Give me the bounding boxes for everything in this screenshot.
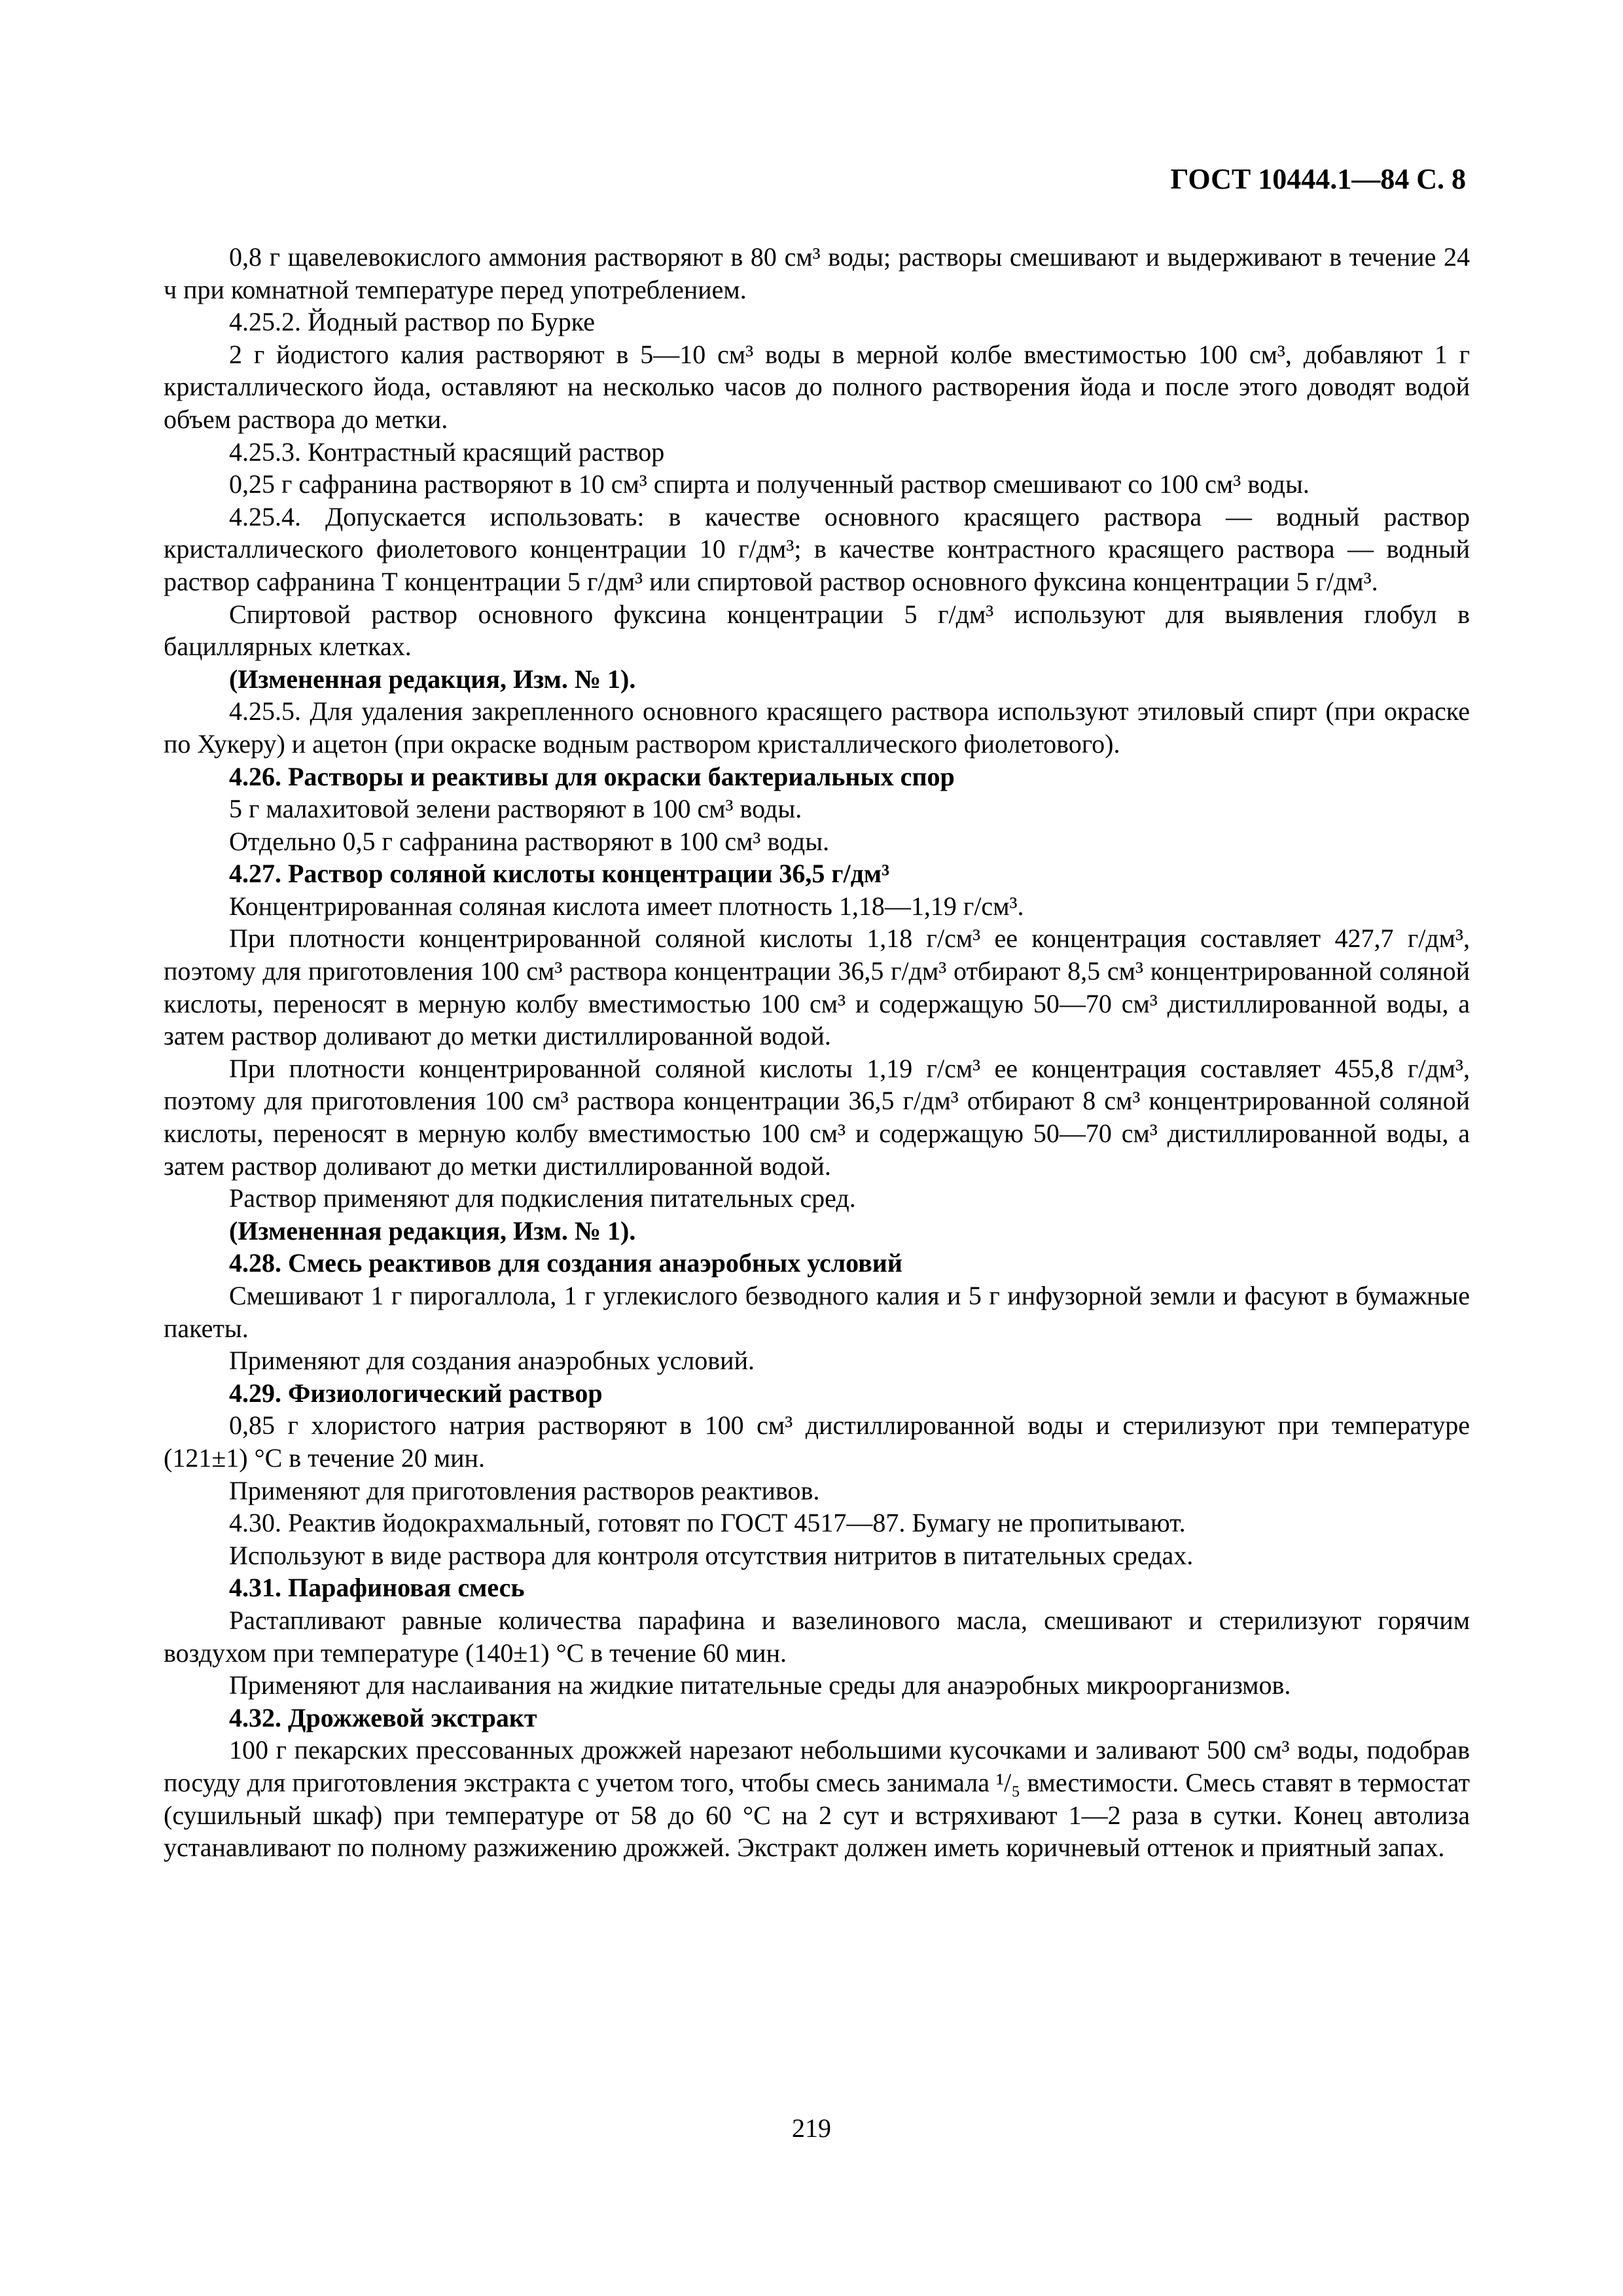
document-body: [164, 241, 1470, 1864]
body-paragraph: 4.25.5. Для удаления закрепленного основного красящего раствора используют этиловый спирт (при окраске по Хукеру) и ацетон (при окраске водным раствором кристаллического фиолетового).: [164, 696, 1470, 759]
body-paragraph: 4.30. Реактив йодокрахмальный, готовят по ГОСТ 4517—87. Бумагу не пропитывают.: [229, 1508, 1186, 1538]
body-paragraph: При плотности концентрированной соляной кислоты 1,18 г/см³ ее концентрация составляет 427,7 г/дм³, поэтому для приготовления 100 см³ раствора концентрации 36,5 г/дм³ отбирают 8,5 см³ концентрированной соляной кислоты, переносят в мерную колбу вместимостью 100 см³ и содержащую 50—70 см³ дистиллированной воды, а затем раствор доливают до метки дистиллированной водой.: [164, 924, 1470, 1051]
body-paragraph: Растапливают равные количества парафина и вазелинового масла, смешивают и стерилизуют горячим воздухом при температуре (140±1) °С в течение 60 мин.: [164, 1605, 1470, 1668]
section-heading: (Измененная редакция, Изм. № 1).: [229, 1215, 636, 1246]
section-heading: 4.27. Раствор соляной кислоты концентрации 36,5 г/дм³: [229, 859, 890, 889]
body-paragraph: Применяют для создания анаэробных условий.: [229, 1346, 755, 1376]
body-paragraph: 5 г малахитовой зелени растворяют в 100 см³ воды.: [229, 794, 802, 824]
body-paragraph: 4.25.4. Допускается использовать: в качестве основного красящего раствора — водный раствор кристаллического фиолетового концентрации 10 г/дм³; в качестве контрастного красящего раствора — водный раствор сафранина Т концентрации 5 г/дм³ или спиртовой раствор основного фуксина концентрации 5 г/дм³.: [164, 501, 1470, 596]
page-header: ГОСТ 10444.1—84 С. 8: [1170, 163, 1466, 195]
body-paragraph: При плотности концентрированной соляной кислоты 1,19 г/см³ ее концентрация составляет 455,8 г/дм³, поэтому для приготовления 100 см³ раствора концентрации 36,5 г/дм³ отбирают 8 см³ концентрированной соляной кислоты, переносят в мерную колбу вместимостью 100 см³ и содержащую 50—70 см³ дистиллированной воды, а затем раствор доливают до метки дистиллированной водой.: [164, 1053, 1470, 1181]
body-paragraph: Смешивают 1 г пирогаллола, 1 г углекислого безводного калия и 5 г инфузорной земли и фасуют в бумажные пакеты.: [164, 1281, 1470, 1343]
section-heading: 4.31. Парафиновая смесь: [229, 1573, 525, 1603]
section-heading: 4.29. Физиологический раствор: [229, 1378, 603, 1408]
section-heading: 4.26. Растворы и реактивы для окраски бактериальных спор: [229, 761, 955, 791]
body-paragraph: 0,8 г щавелевокислого аммония растворяют в 80 см³ воды; растворы смешивают и выдерживают в течение 24 ч при комнатной температуре перед употреблением.: [164, 242, 1470, 304]
section-heading: 4.32. Дрожжевой экстракт: [229, 1702, 537, 1732]
body-paragraph: Используют в виде раствора для контроля отсутствия нитритов в питательных средах.: [229, 1540, 1194, 1570]
body-paragraph: 2 г йодистого калия растворяют в 5—10 см³ воды в мерной колбе вместимостью 100 см³, добавляют 1 г кристаллического йода, оставляют на несколько часов до полного растворения йода и после этого доводят водой объем раствора до метки.: [164, 339, 1470, 434]
section-heading: (Измененная редакция, Изм. № 1).: [229, 664, 636, 694]
body-paragraph: Спиртовой раствор основного фуксина концентрации 5 г/дм³ используют для выявления глобул в бациллярных клетках.: [164, 599, 1470, 662]
body-paragraph: Применяют для приготовления растворов реактивов.: [229, 1475, 820, 1505]
body-paragraph: Применяют для наслаивания на жидкие питательные среды для анаэробных микроорганизмов.: [229, 1670, 1291, 1700]
body-paragraph: 4.25.3. Контрастный красящий раствор: [229, 437, 665, 467]
body-paragraph: Отдельно 0,5 г сафранина растворяют в 100 см³ воды.: [229, 826, 830, 856]
body-paragraph: 4.25.2. Йодный раствор по Бурке: [229, 307, 595, 337]
body-paragraph: Раствор применяют для подкисления питательных сред.: [229, 1183, 856, 1213]
body-paragraph: 0,85 г хлористого натрия растворяют в 100 см³ дистиллированной воды и стерилизуют при температуре (121±1) °С в течение 20 мин.: [164, 1410, 1470, 1473]
body-paragraph: Концентрированная соляная кислота имеет плотность 1,18—1,19 г/см³.: [229, 891, 1024, 921]
body-paragraph: 0,25 г сафранина растворяют в 10 см³ спирта и полученный раствор смешивают со 100 см³ воды.: [229, 469, 1310, 499]
body-paragraph: 100 г пекарских прессованных дрожжей нарезают небольшими кусочками и заливают 500 см³ воды, подобрав посуду для приготовления экстракта с учетом того, чтобы смесь занимала ¹/₅ вместимости. Смесь ставят в термостат (сушильный шкаф) при температуре от 58 до 60 °С на 2 сут и встряхивают 1—2 раза в сутки. Конец автолиза устанавливают по полному разжижению дрожжей. Экстракт должен иметь коричневый оттенок и приятный запах.: [164, 1735, 1470, 1863]
section-heading: 4.28. Смесь реактивов для создания анаэробных условий: [229, 1248, 902, 1278]
page-number: 219: [792, 2113, 831, 2143]
